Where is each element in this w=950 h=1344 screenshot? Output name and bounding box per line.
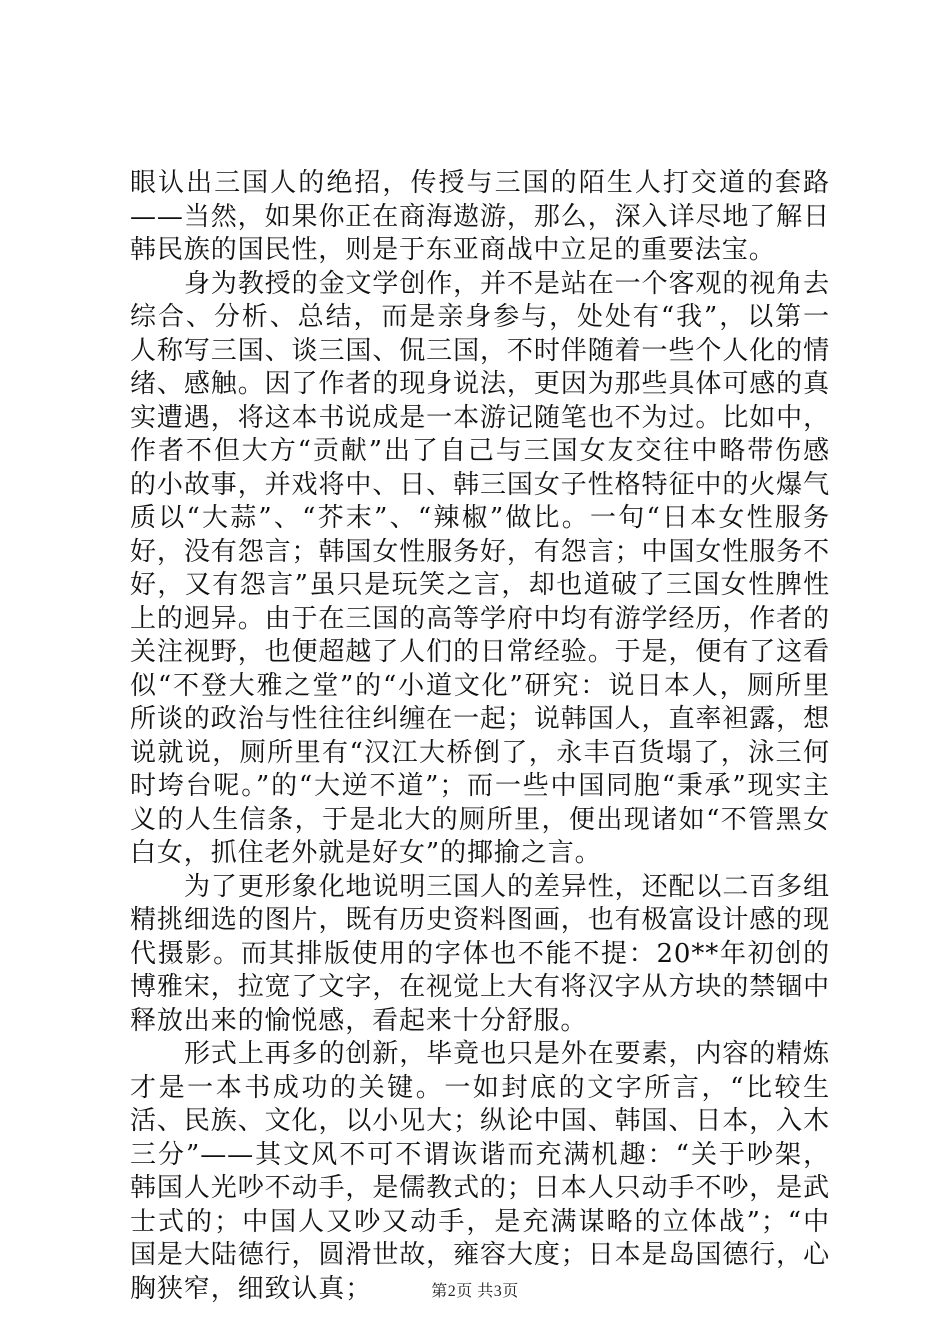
page-number-footer: 第2页 共3页 — [431, 1283, 519, 1300]
paragraph: 形式上再多的创新，毕竟也只是外在要素，内容的精炼才是一本书成功的关键。一如封底的文字所言，“比较生活、民族、文化，以小见大；纵论中国、韩国、日本，入木三分”——其文风不可不谓诙谐而充满机趣：“关于吵架，韩国人光吵不动手，是儒教式的；日本人只动手不吵，是武士式的；中国人又吵又动手，是充满谋略的立体战”；“中国是大陆德行，圆滑世故，雍容大度；日本是岛国德行，心胸狭窄，细致认真； — [130, 1039, 830, 1304]
article-body — [130, 167, 830, 1306]
paragraph-continuation: 眼认出三国人的绝招，传授与三国的陌生人打交道的套路——当然，如果你正在商海遨游，那么，深入详尽地了解日韩民族的国民性，则是于东亚商战中立足的重要法宝。 — [130, 168, 830, 265]
paragraph: 身为教授的金文学创作，并不是站在一个客观的视角去综合、分析、总结，而是亲身参与，处处有“我”，以第一人称写三国、谈三国、侃三国，不时伴随着一些个人化的情绪、感触。因了作者的现身说法，更因为那些具体可感的真实遭遇，将这本书说成是一本游记随笔也不为过。比如中，作者不但大方“贡献”出了自己与三国女友交往中略带伤感的小故事，并戏将中、日、韩三国女子性格特征中的火爆气质以“大蒜”、“芥末”、“辣椒”做比。一句“日本女性服务好，没有怨言；韩国女性服务好，有怨言；中国女性服务不好，又有怨言”虽只是玩笑之言，却也道破了三国女性脾性上的迥异。由于在三国的高等学府中均有游学经历，作者的关注视野，也便超越了人们的日常经验。于是，便有了这看似“不登大雅之堂”的“小道文化”研究：说日本人，厕所里所谈的政治与性往往纠缠在一起；说韩国人，直率袒露，想说就说，厕所里有“汉江大桥倒了，永丰百货塌了，泳三何时垮台呢。”的“大逆不道”；而一些中国同胞“秉承”现实主义的人生信条，于是北大的厕所里，便出现诸如“不管黑女白女，抓住老外就是好女”的揶揄之言。 — [130, 268, 830, 868]
paragraph: 为了更形象化地说明三国人的差异性，还配以二百多组精挑细选的图片，既有历史资料图画，也有极富设计感的现代摄影。而其排版使用的字体也不能不提：20**年初创的博雅宋，拉宽了文字，在视觉上大有将汉字从方块的禁锢中释放出来的愉悦感，看起来十分舒服。 — [130, 871, 830, 1036]
